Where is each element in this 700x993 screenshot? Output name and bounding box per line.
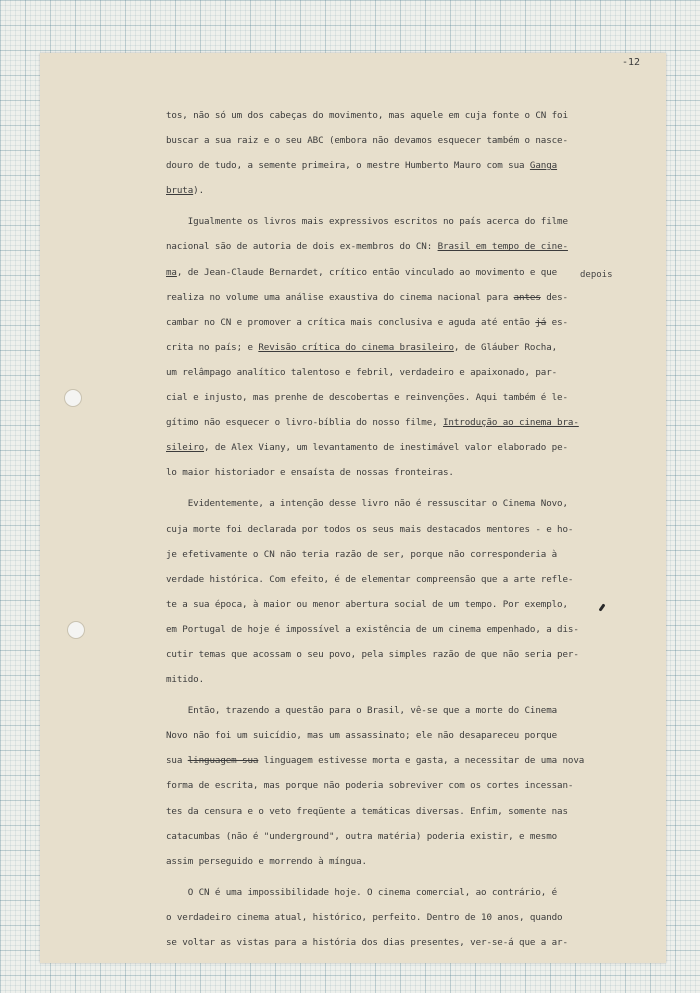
- text-line: [166, 435, 636, 460]
- text-segment: , de Gláuber Rocha,: [453, 341, 558, 353]
- text-segment: lo maior historiador e ensaísta de nossas fronteiras.: [166, 467, 454, 479]
- text-line: [166, 234, 636, 259]
- text-line: [166, 905, 636, 930]
- text-segment: Igualmente os livros mais expressivos escritos no país acerca do filme: [166, 216, 568, 228]
- text-segment: realiza no volume uma análise exaustiva do cinema nacional para: [166, 291, 514, 303]
- text-line: [166, 103, 636, 128]
- handwritten-annotation: depois: [580, 270, 613, 280]
- text-line: [166, 849, 636, 874]
- text-line: [166, 799, 636, 824]
- text-line: [166, 491, 636, 516]
- text-line: [166, 567, 636, 592]
- text-segment: se voltar as vistas para a história dos dias presentes, ver-se-á que a ar-: [166, 937, 568, 948]
- text-line: [166, 410, 636, 435]
- text-segment: sua: [166, 755, 188, 767]
- text-segment: Então, trazendo a questão para o Brasil, vê-se que a morte do Cinema: [166, 705, 558, 717]
- text-line: [166, 824, 636, 849]
- text-segment: des-: [540, 291, 568, 303]
- text-segment: cambar no CN e promover a crítica mais conclusiva e aguda até então: [166, 316, 536, 328]
- text-line: [166, 310, 636, 335]
- text-segment: crita no país; e: [166, 341, 259, 353]
- underlined-title: ma: [166, 266, 177, 278]
- text-line: [166, 178, 636, 203]
- text-segment: verdade histórica. Com efeito, é de elementar compreensão que a arte refle-: [166, 573, 574, 585]
- text-segment: tes da censura e o veto freqüente a temáticas diversas. Enfim, somente nas: [166, 805, 568, 817]
- struck-text: antes: [513, 291, 541, 303]
- text-segment: gítimo não esquecer o livro-bíblia do nosso filme,: [166, 417, 443, 429]
- text-line: [166, 773, 636, 798]
- struck-text: linguagem sua: [187, 755, 259, 767]
- underlined-title: sileiro: [166, 442, 205, 454]
- text-segment: te a sua época, à maior ou menor abertura social de um tempo. Por exemplo,: [166, 598, 568, 610]
- underlined-title: Brasil em tempo de cine-: [437, 241, 568, 253]
- text-segment: tos, não só um dos cabeças do movimento, mas aquele em cuja fonte o CN foi: [166, 110, 568, 121]
- struck-text: já: [535, 316, 547, 328]
- text-segment: je efetivamente o CN não teria razão de ser, porque não corresponderia à: [166, 548, 558, 560]
- text-line: [166, 542, 636, 567]
- underlined-title: Introdução ao cinema bra-: [443, 417, 579, 429]
- text-segment: cutir temas que acossam o seu povo, pela simples razão de que não seria per-: [166, 648, 579, 660]
- text-line: [166, 617, 636, 642]
- text-line: [166, 335, 636, 360]
- text-segment: assim perseguido e morrendo à míngua.: [166, 855, 367, 867]
- text-segment: forma de escrita, mas porque não poderia sobreviver com os cortes incessan-: [166, 780, 574, 792]
- text-line: [166, 748, 636, 773]
- text-segment: Novo não foi um suicídio, mas um assassinato; ele não desapareceu porque: [166, 730, 558, 742]
- text-line: [166, 260, 636, 285]
- text-line: [166, 930, 636, 955]
- text-segment: , de Alex Viany, um levantamento de inestimável valor elaborado pe-: [204, 442, 568, 454]
- text-line: [166, 667, 636, 692]
- text-line: [166, 209, 636, 234]
- text-line: [166, 723, 636, 748]
- text-segment: Evidentemente, a intenção desse livro não é ressuscitar o Cinema Novo,: [166, 498, 568, 510]
- text-line: [166, 153, 636, 178]
- text-line: [166, 285, 636, 310]
- text-segment: , de Jean-Claude Bernardet, crítico então vinculado ao movimento e que: [176, 266, 558, 278]
- body-text: [166, 103, 636, 955]
- underlined-title: bruta: [166, 185, 194, 197]
- text-line: [166, 642, 636, 667]
- text-segment: cial e injusto, mas prenhe de descobertas e reinvenções. Aqui também é le-: [166, 392, 568, 404]
- text-segment: buscar a sua raiz e o seu ABC (embora não devamos esquecer também o nasce-: [166, 135, 568, 147]
- text-line: [166, 517, 636, 542]
- text-segment: ).: [193, 185, 205, 197]
- text-segment: catacumbas (não é "underground", outra matéria) poderia existir, e mesmo: [166, 830, 558, 842]
- text-line: [166, 698, 636, 723]
- text-segment: em Portugal de hoje é impossível a existência de um cinema empenhado, a dis-: [166, 623, 579, 635]
- typewritten-page: [40, 53, 666, 963]
- page-number: -12: [621, 57, 640, 68]
- text-segment: O CN é uma impossibilidade hoje. O cinema comercial, ao contrário, é: [166, 886, 558, 898]
- punch-hole: [67, 621, 85, 639]
- text-line: [166, 460, 636, 485]
- text-segment: nacional são de autoria de dois ex-membros do CN:: [166, 241, 438, 253]
- underlined-title: Ganga: [529, 160, 558, 172]
- text-segment: es-: [546, 316, 568, 328]
- text-segment: douro de tudo, a semente primeira, o mestre Humberto Mauro com sua: [166, 160, 530, 172]
- text-segment: cuja morte foi declarada por todos os seus mais destacados mentores - e ho-: [166, 523, 574, 535]
- text-line: [166, 360, 636, 385]
- text-line: [166, 880, 636, 905]
- text-segment: linguagem estivesse morta e gasta, a necessitar de uma nova: [258, 755, 585, 767]
- text-segment: mitido.: [166, 674, 205, 686]
- punch-hole: [64, 389, 82, 407]
- text-segment: o verdadeiro cinema atual, histórico, perfeito. Dentro de 10 anos, quando: [166, 911, 563, 923]
- text-line: [166, 592, 636, 617]
- text-line: [166, 385, 636, 410]
- underlined-title: Revisão crítica do cinema brasileiro: [258, 341, 454, 353]
- text-line: [166, 128, 636, 153]
- text-segment: um relâmpago analítico talentoso e febril, verdadeiro e apaixonado, par-: [166, 366, 558, 378]
